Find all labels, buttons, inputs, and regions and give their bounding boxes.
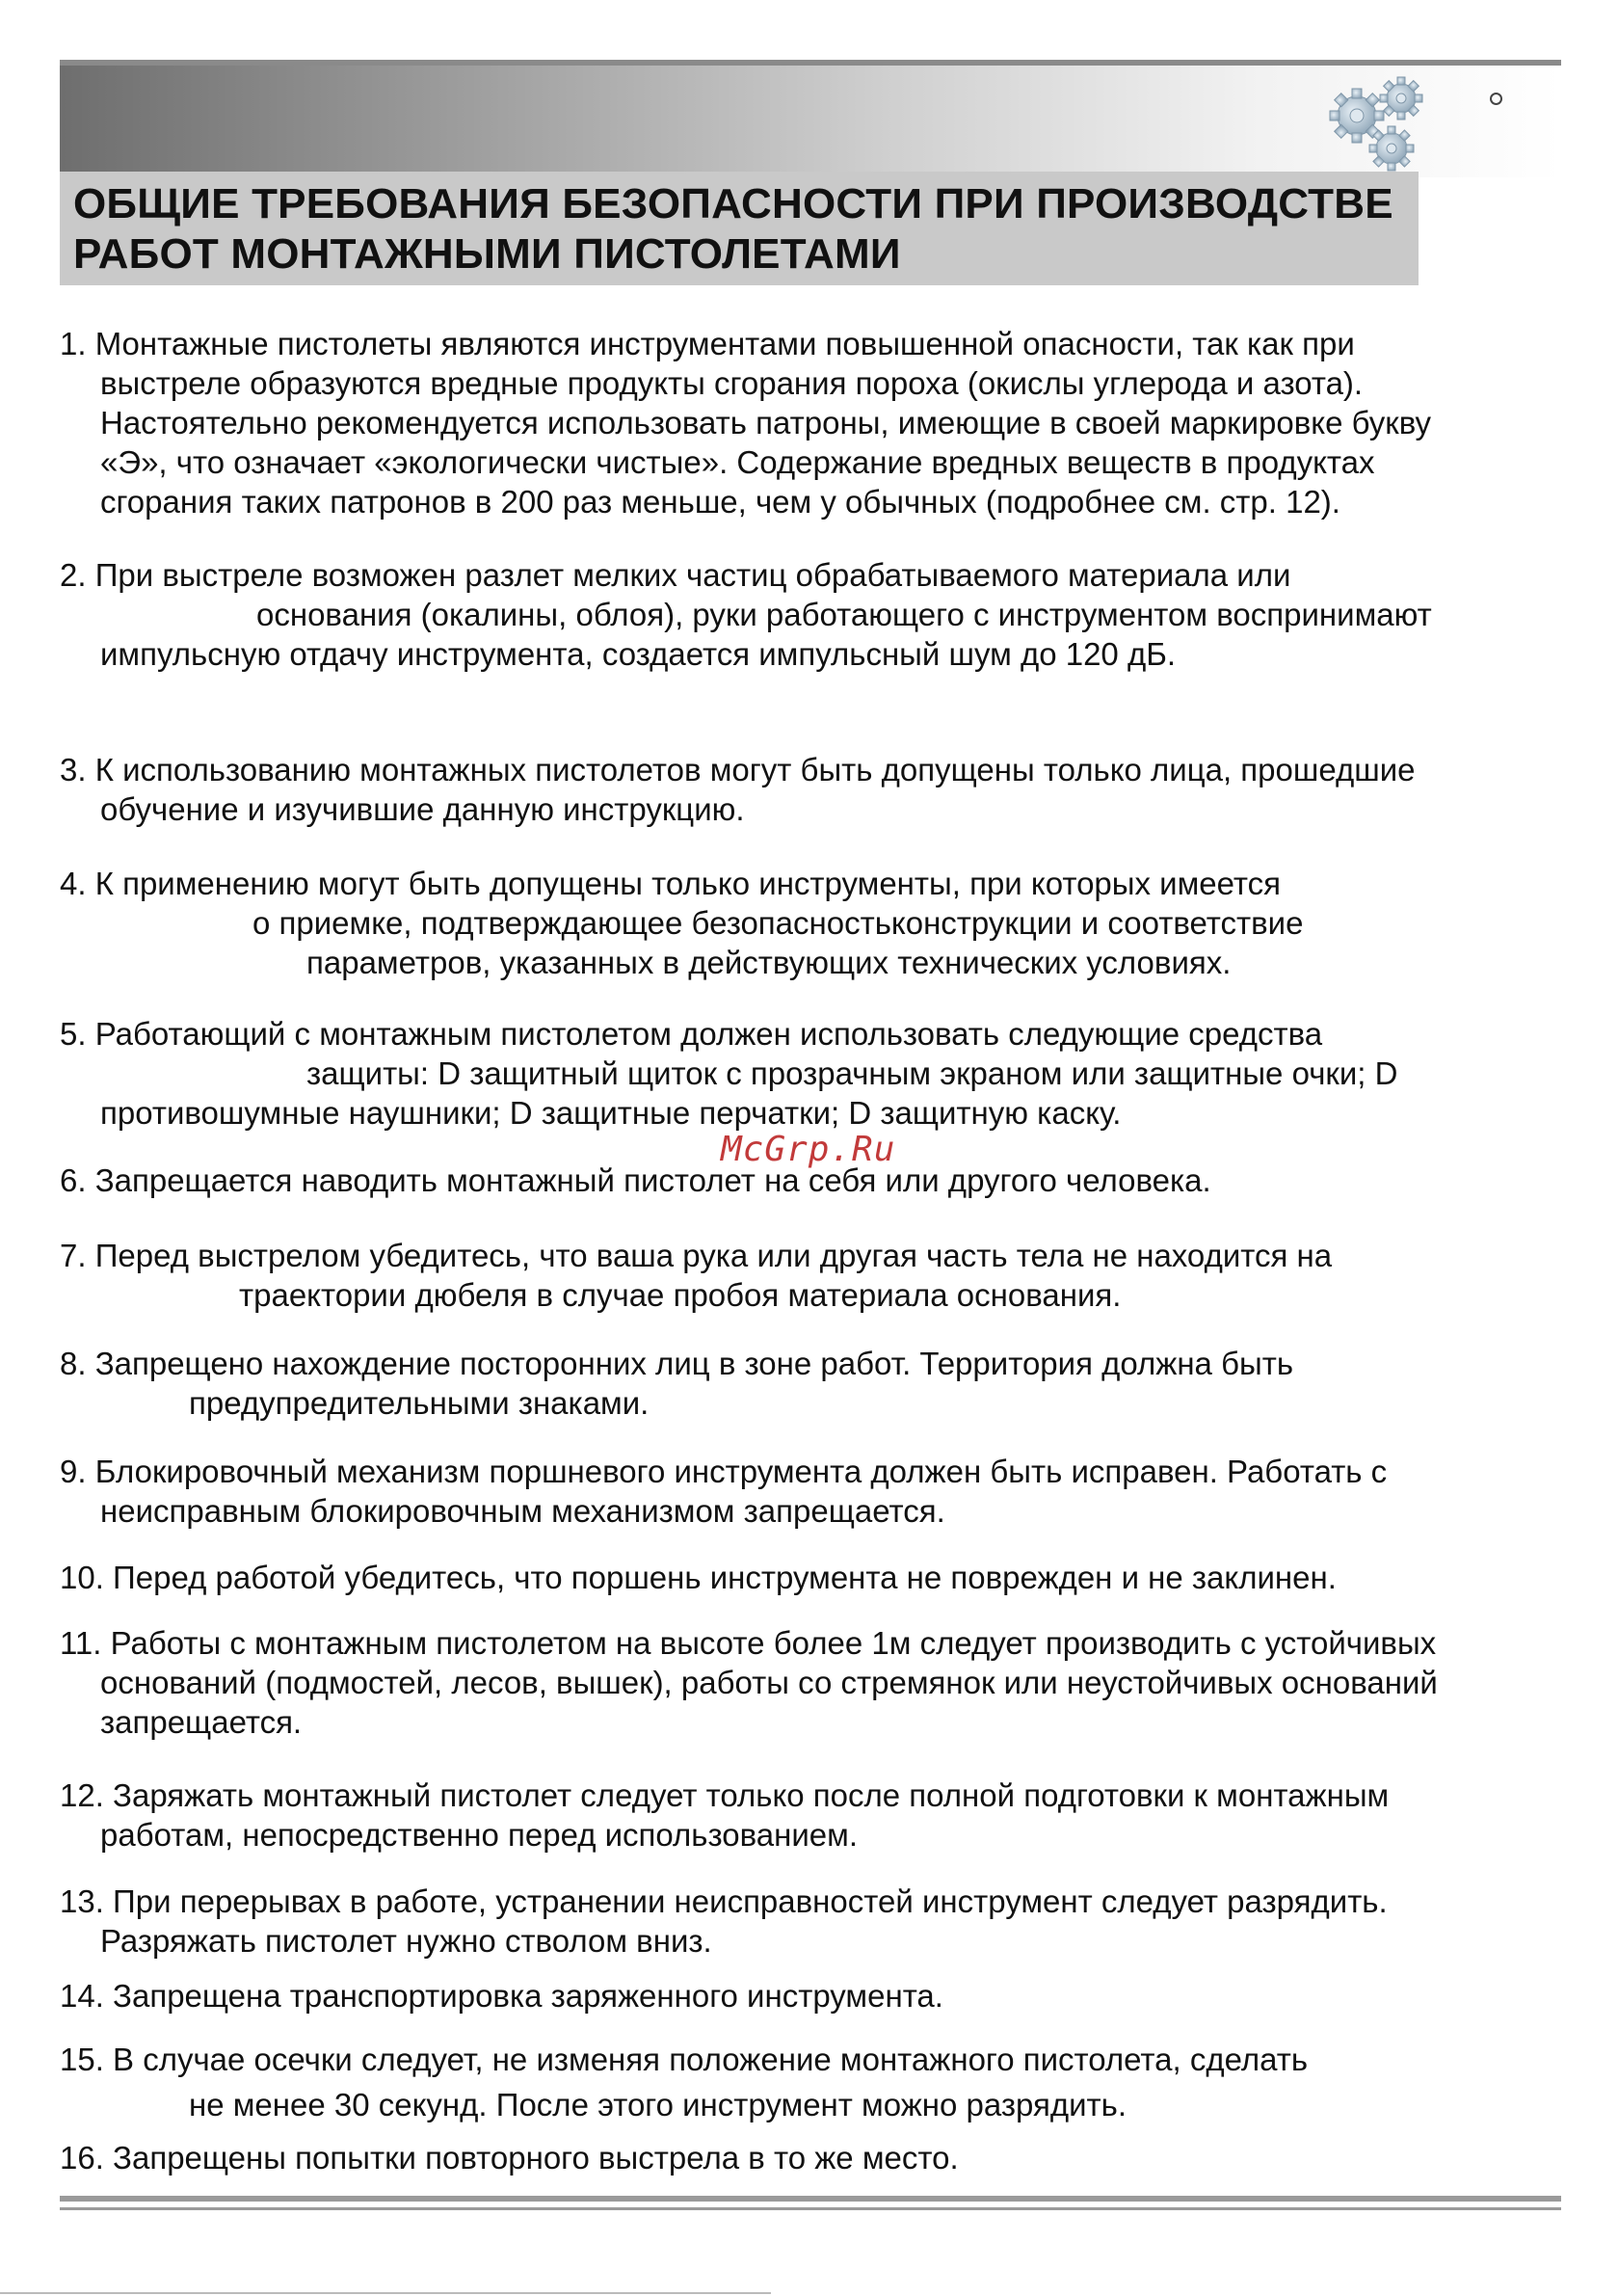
item-line: выстреле образуются вредные продукты сгорания пороха (окислы углерода и азота). xyxy=(100,365,1364,401)
item-line: о приемке, подтверждающее безопасностьконструкции и соответствие xyxy=(252,905,1304,941)
item-line: оснований (подмостей, лесов, вышек), работы со стремянок или неустойчивых оснований xyxy=(100,1665,1438,1700)
item-line: основания (окалины, облоя), руки работающего с инструментом воспринимают xyxy=(256,597,1432,632)
item-line: 3. К использованию монтажных пистолетов могут быть допущены только лица, прошедшие xyxy=(60,752,1416,788)
item-line: 1. Монтажные пистолеты являются инструментами повышенной опасности, так как при xyxy=(60,326,1355,361)
item-line: «Э», что означает «экологически чистые». Содержание вредных веществ в продуктах xyxy=(100,444,1375,480)
item-line: 12. Заряжать монтажный пистолет следует только после полной подготовки к монтажным xyxy=(60,1777,1390,1813)
item-line: неисправным блокировочным механизмом запрещается. xyxy=(100,1493,945,1529)
item-line: 9. Блокировочный механизм поршневого инструмента должен быть исправен. Работать с xyxy=(60,1454,1388,1489)
item-line: 6. Запрещается наводить монтажный пистолет на себя или другого человека. xyxy=(60,1162,1211,1198)
footer-rule-top xyxy=(60,2196,1561,2202)
item-line: Разряжать пистолет нужно стволом вниз. xyxy=(100,1923,712,1959)
bottom-edge xyxy=(0,2292,771,2294)
item-line: импульсную отдачу инструмента, создается импульсный шум до 120 дБ. xyxy=(100,636,1177,672)
item-line: параметров, указанных в действующих технических условиях. xyxy=(306,945,1232,980)
item-line: противошумные наушники; D защитные перчатки; D защитную каску. xyxy=(100,1095,1122,1131)
ring-icon xyxy=(1490,93,1502,105)
item-line: работам, непосредственно перед использованием. xyxy=(100,1817,858,1853)
item-line: 8. Запрещено нахождение посторонних лиц в зоне работ. Территория должна быть xyxy=(60,1346,1294,1381)
item-line: траектории дюбеля в случае пробоя материала основания. xyxy=(239,1277,1122,1313)
item-line: 2. При выстреле возможен разлет мелких частиц обрабатываемого материала или xyxy=(60,557,1291,593)
title-line-1: ОБЩИЕ ТРЕБОВАНИЯ БЕЗОПАСНОСТИ ПРИ ПРОИЗВОДСТВЕ xyxy=(73,180,1393,227)
watermark: McGrp.Ru xyxy=(721,1130,896,1169)
item-line: предупредительными знаками. xyxy=(189,1385,650,1421)
title-line-2: РАБОТ МОНТАЖНЫМИ ПИСТОЛЕТАМИ xyxy=(73,230,901,278)
item-line: 7. Перед выстрелом убедитесь, что ваша рука или другая часть тела не находится на xyxy=(60,1238,1333,1273)
item-line: 10. Перед работой убедитесь, что поршень инструмента не поврежден и не заклинен. xyxy=(60,1560,1337,1595)
item-line: 13. При перерывах в работе, устранении неисправностей инструмент следует разрядить. xyxy=(60,1883,1388,1919)
item-line: 14. Запрещена транспортировка заряженного инструмента. xyxy=(60,1978,943,2014)
item-line: обучение и изучившие данную инструкцию. xyxy=(100,791,745,827)
item-line: 11. Работы с монтажным пистолетом на высоте более 1м следует производить с устойчивых xyxy=(60,1625,1437,1661)
item-line: не менее 30 секунд. После этого инструмент можно разрядить. xyxy=(189,2087,1127,2122)
item-line: 5. Работающий с монтажным пистолетом должен использовать следующие средства xyxy=(60,1016,1323,1052)
item-line: 16. Запрещены попытки повторного выстрела в то же место. xyxy=(60,2140,959,2176)
footer-rule-bottom xyxy=(60,2207,1561,2210)
item-line: 4. К применению могут быть допущены только инструменты, при которых имеется xyxy=(60,866,1282,901)
item-line: 15. В случае осечки следует, не изменяя положение монтажного пистолета, сделать xyxy=(60,2042,1309,2077)
gears-icon xyxy=(1322,69,1438,175)
item-line: запрещается. xyxy=(100,1704,303,1740)
item-line: защиты: D защитный щиток с прозрачным экраном или защитные очки; D xyxy=(306,1055,1398,1091)
item-line: Настоятельно рекомендуется использовать патроны, имеющие в своей маркировке букву xyxy=(100,405,1432,441)
page-title xyxy=(60,172,1419,285)
item-line: сгорания таких патронов в 200 раз меньше, чем у обычных (подробнее см. стр. 12). xyxy=(100,484,1340,520)
